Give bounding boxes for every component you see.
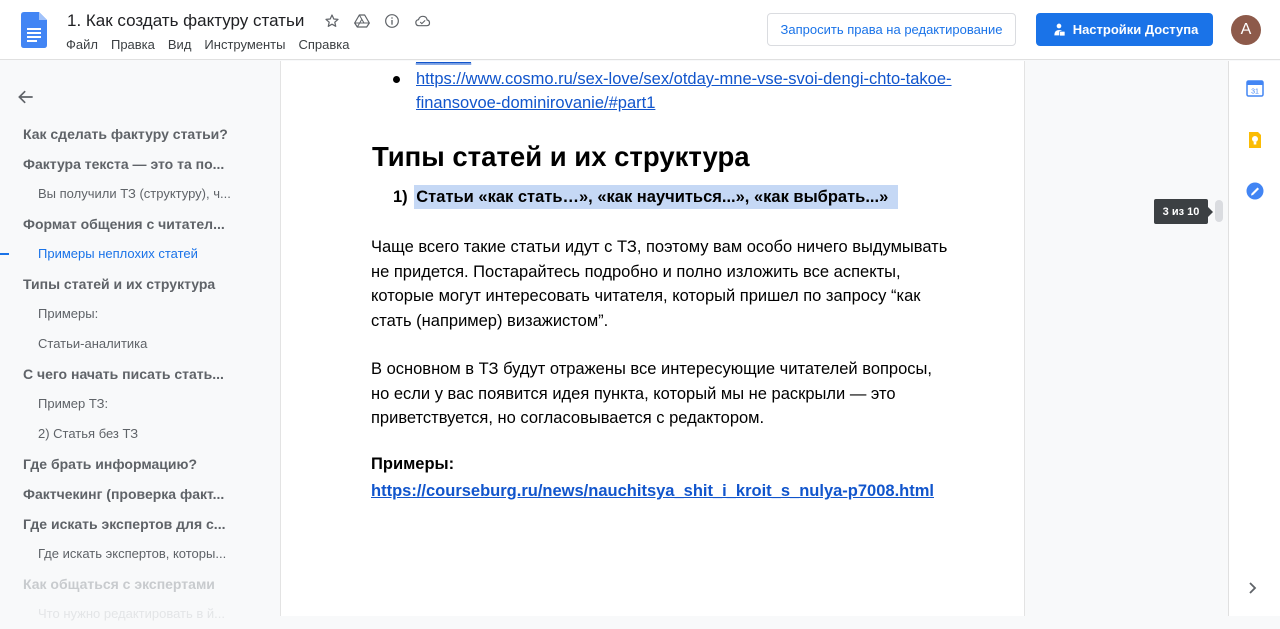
share-button[interactable] (1036, 13, 1213, 46)
menu-file[interactable]: Файл (66, 37, 98, 52)
scrollbar-thumb[interactable] (1215, 200, 1223, 222)
paragraph: В основном в ТЗ будут отражены все интересующие читателей вопросы, но если у вас появится идея пункта, который мы не раскрыли — это приветствуется, но согласовывается с редактором. (371, 360, 932, 427)
avatar[interactable]: A (1231, 15, 1261, 45)
outline-item[interactable]: Где искать экспертов для с... (23, 516, 226, 532)
bullet-link[interactable]: https://www.cosmo.ru/sex-love/sex/otday-mne-vse-svoi-dengi-chto-takoe-finansovoe-dominirovanie/#part1 (416, 70, 952, 112)
top-bar (0, 0, 1280, 60)
outline-item[interactable]: Примеры: (38, 306, 99, 321)
title-icons (322, 11, 432, 31)
back-arrow-icon[interactable] (16, 87, 36, 107)
menu-bar (66, 37, 349, 52)
outline-list (0, 119, 262, 629)
document-title[interactable]: 1. Как создать фактуру статьи (67, 11, 305, 30)
calendar-icon[interactable] (1245, 78, 1265, 98)
examples-link[interactable]: https://courseburg.ru/news/nauchitsya_shit_i_kroit_s_nulya-p7008.html (371, 482, 934, 500)
outline-item[interactable]: Что нужно редактировать в й... (38, 606, 226, 621)
keep-icon[interactable] (1245, 130, 1265, 150)
outline-item[interactable]: Как общаться с экспертами (23, 576, 215, 592)
active-indicator (0, 253, 9, 255)
link-fragment[interactable]: ______ (416, 47, 472, 65)
page-indicator: 3 из 10 (1154, 199, 1208, 224)
outline-item[interactable]: С чего начать писать стать... (23, 366, 224, 382)
expand-panel-icon[interactable] (1244, 580, 1260, 596)
lock-person-icon (1051, 22, 1067, 38)
numbered-marker: 1) (393, 188, 408, 206)
outline-item-active[interactable] (0, 239, 262, 269)
menu-tools[interactable]: Инструменты (204, 37, 286, 52)
section-heading: Типы статей и их структура (372, 141, 750, 172)
selected-text[interactable]: Статьи «как стать…», «как научиться...», «как выбрать...» (414, 185, 898, 209)
outline-item[interactable]: Как сделать фактуру статьи? (23, 126, 228, 142)
star-icon[interactable] (322, 11, 342, 31)
outline-item[interactable]: 2) Статья без ТЗ (38, 426, 139, 441)
cloud-status-icon[interactable] (412, 11, 432, 31)
numbered-item (393, 188, 898, 207)
document-canvas (262, 47, 1228, 616)
outline-item[interactable]: Фактура текста — это та по... (23, 156, 225, 172)
menu-view[interactable]: Вид (167, 37, 192, 52)
side-panel (1228, 61, 1280, 616)
outline-item[interactable]: Типы статей и их структура (23, 276, 216, 292)
menu-edit[interactable]: Правка (110, 37, 155, 52)
outline-item[interactable]: Пример ТЗ: (38, 396, 109, 411)
outline-item[interactable]: Статьи-аналитика (38, 336, 148, 351)
drive-icon[interactable] (352, 11, 372, 31)
outline-item[interactable]: Формат общения с читател... (23, 216, 225, 232)
info-icon[interactable] (382, 11, 402, 31)
document-outline (0, 61, 262, 621)
share-button-label: Настройки Доступа (1072, 22, 1199, 37)
request-edit-access-button[interactable]: Запросить права на редактирование (767, 13, 1016, 46)
docs-logo-icon[interactable] (21, 12, 47, 48)
outline-item[interactable]: Где брать информацию? (23, 456, 198, 472)
paragraph: Чаще всего такие статьи идут с ТЗ, поэтому вам особо ничего выдумывать не придется. Постарайтесь подробно и полно изложить все аспекты, которые могут интересовать читателя, который пришел по запросу “как стать (например) визажистом”. (371, 238, 948, 330)
bullet-dot (393, 76, 400, 83)
examples-label: Примеры: (371, 455, 455, 473)
outline-item-label: Примеры неплохих статей (38, 246, 198, 261)
outline-item[interactable]: Фактчекинг (проверка факт... (23, 486, 225, 502)
outline-item[interactable]: Где искать экспертов, которы... (38, 546, 227, 561)
outline-item[interactable]: Вы получили ТЗ (структуру), ч... (38, 186, 231, 201)
document-page[interactable] (280, 47, 1025, 616)
svg-text:31: 31 (1251, 88, 1259, 96)
tasks-icon[interactable] (1245, 181, 1265, 201)
menu-help[interactable]: Справка (298, 37, 350, 52)
